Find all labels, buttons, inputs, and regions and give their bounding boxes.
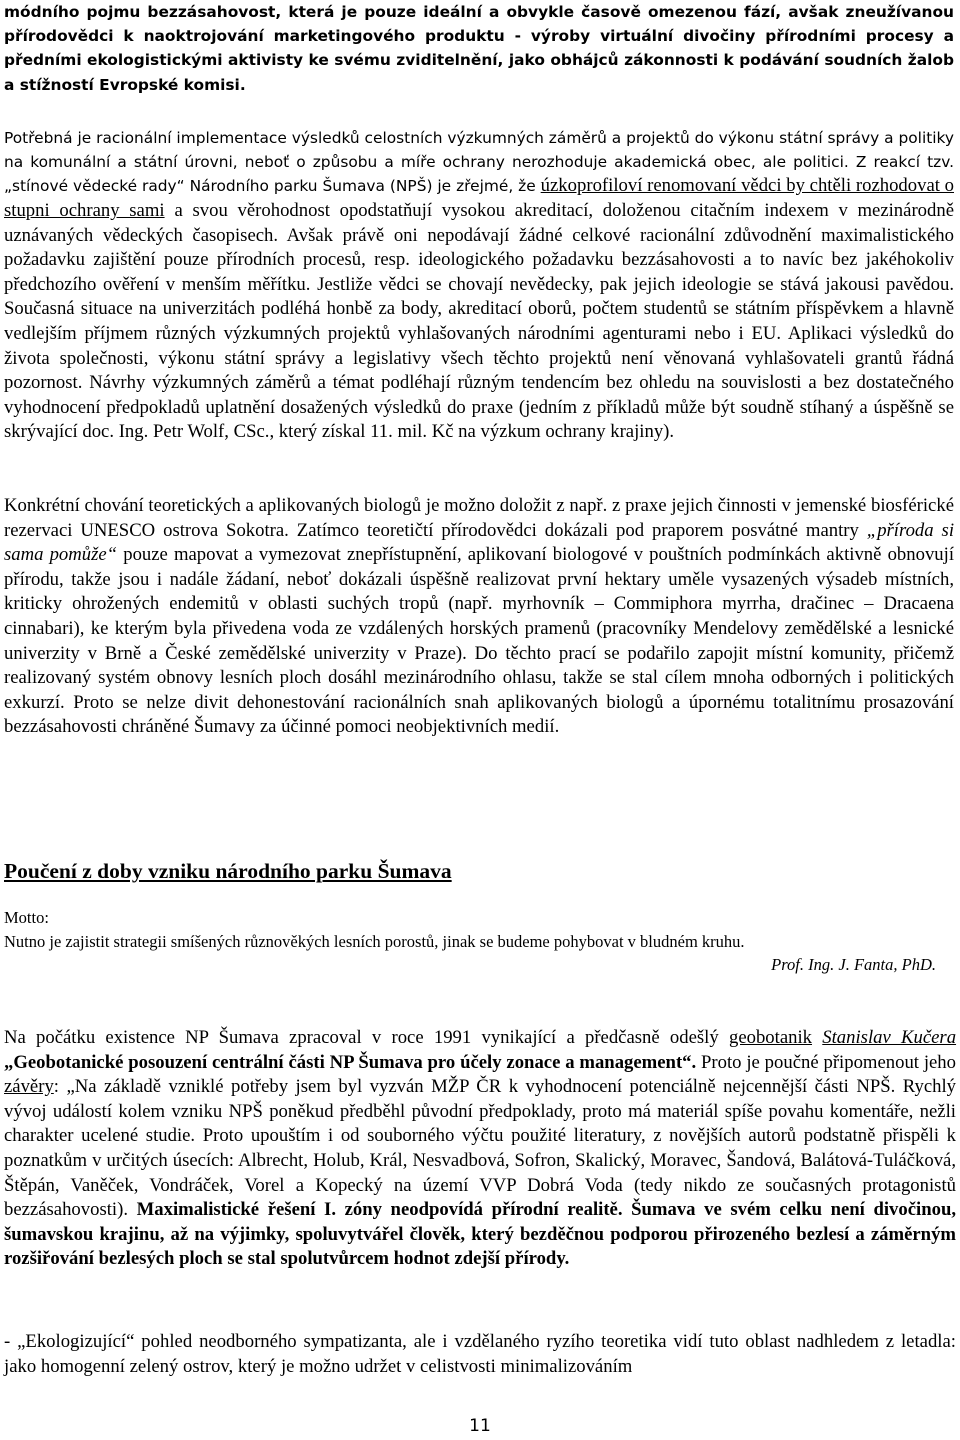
paragraph-text: Na počátku existence NP Šumava zpracoval v roce 1991 vynikající a předčasně odešlý [4, 1027, 719, 1048]
sokotra-paragraph [4, 494, 954, 740]
paragraph-text: a svou věrohodnost opodstatňují vysokou akreditací, doloženou citačním indexem v mezinárodně uznávaných vědeckých časopisech. Avšak právě oni nepodávají žádné celkové racionální zdůvodnění maximalistického požadavku zajištění pouze přírodních procesů, resp. ideologického požadavku bezzásahovosti a to navíc bez jakéhokoliv předchozího ověření v menším měřítku. Jestliže vědci se chovají nevědecky, pak jejich ideologie se stává jakousi pavědou. Současná situace na univerzitách podléhá honbě za body, akreditací oborů, počtem studentů se státním příspěvkem a hlavně vedlejším příjmem různých výzkumných projektů vyhlašovaných národními agenturami nebo i EU. Aplikaci výsledků do života společnosti, výkonu státní správy a legislativy všech těchto projektů není věnovaná vyhlašovateli grantů řádná pozornost. Návrhy výzkumných záměrů a témat podléhají různým tendencím bez ohledu na souvislosti a bez dostatečného vyhodnocení předpokladů uplatnění dosažených výsledků do praxe (jedním z příkladů může být soudně stíhaný a úspěšně se skrývající doc. Ing. Petr Wolf, CSc., který získal 11. mil. Kč na výzkum ochrany krajiny). [4, 200, 954, 443]
intro-paragraph [4, 0, 954, 97]
geobotanik-link[interactable]: geobotanik [728, 1027, 813, 1048]
bold-conclusion: Maximalistické řešení I. zóny neodpovídá přírodní realitě. Šumava ve svém celku není divočinou, šumavskou krajinu, až na výjimky, spoluvytvářel člověk, který bezděčnou podporou přirozeného bezlesí a záměrným rozšiřování bezlesých ploch se stal spolutvůrcem hodnot zdejší přírody. [4, 1199, 957, 1270]
implementation-paragraph [4, 126, 954, 445]
author-link[interactable]: Stanislav Kučera [822, 1027, 957, 1048]
mantra-quote: „příroda si sama pomůže“ [4, 519, 955, 566]
intro-text: módního pojmu bezzásahovost, která je pouze ideální a obvykle časově omezenou fází, avšak zneužívanou přírodovědci k naoktrojování marketingového produktu - výroby virtuální divočiny přírodními procesy a předními ekologistickými aktivisty ke svému zviditelnění, jako obhájců zákonnosti k podávání soudních žalob a stížností Evropské komisi. [4, 3, 954, 94]
motto-author: Prof. Ing. J. Fanta, PhD. [771, 955, 936, 974]
section-heading: Poučení z doby vzniku národního parku Šumava [4, 859, 452, 883]
kucera-paragraph [4, 1026, 956, 1272]
paragraph-text: Potřebná je racionální implementace výsledků celostních výzkumných záměrů a projektů do výkonu státní správy a politiky na komunální a státní úrovni, neboť o způsobu a míře ochrany nerozhoduje akademická obec, ale politici. Z reakcí tzv. „stínové vědecké rady“ Národního parku Šumava (NPŠ) je zřejmé, že [4, 129, 955, 196]
conclusions-link[interactable]: závěry [4, 1076, 54, 1098]
motto-label: Motto: [4, 908, 49, 927]
page-number: 11 [469, 1416, 491, 1436]
paragraph-text: Konkrétní chování teoretických a aplikovaných biologů je možno doložit z např. z praxe jejich činnosti v jemenské biosférické rezervaci UNESCO ostrova Sokotra. Zatímco teoretičtí přírodovědci dokázali pod praporem posvátné mantry [4, 495, 954, 541]
motto-text: Nutno je zajistit strategii smíšených různověkých lesních porostů, jinak se budeme pohybovat v bludném kruhu. [4, 932, 745, 951]
paragraph-text: : „Na základě vzniklé potřeby jsem byl vyzván MŽP ČR k vyhodnocení potenciálně nejcennější části NPŠ. Rychlý vývoj událostí kolem vzniku NPŠ poněkud předběhl původní předpoklady, proto má materiál spíše povahu komentáře, nežli charakter ucelené studie. Proto upouštím i od souborného výčtu použité literatury, z novějších autorů podstatně přispěli k poznatkům v určitých úsecích: Albrecht, Holub, Král, Nesvadbová, Sofron, Skalický, Moravec, Šandová, Balátová-Tuláčková, Štěpán, Vaněček, Vondráček, Vorel a Kopecký na území VVP Dobrá Voda (tedy nikdo ze současných protagonistů bezzásahovosti). [4, 1076, 956, 1221]
underlined-statement: úzkoprofiloví renomovaní vědci by chtěli rozhodovat o stupni ochrany sami [4, 175, 954, 221]
paragraph-text: Proto je poučné připomenout jeho [701, 1051, 956, 1073]
ecologizing-paragraph [4, 1330, 956, 1379]
paragraph-text: pouze mapovat a vymezovat znepřístupnění, aplikovaní biologové v pouštních podmínkách aktivně obnovují přírodu, takže jsou i nadále žádaní, neboť dokázali úspěšně realizovat první hektary uměle vysazených výsadeb místních, kriticky ohrožených endemitů v oblasti suchých tropů (např. myrhovník – Commiphora myrrha, dračinec – Dracaena cinnabari), ke kterým byla přivedena voda ze vzdálených horských pramenů (pracovníky Mendelovy zemědělské a lesnické univerzity v Brně a České zemědělské univerzity v Praze). Do těchto prací se podařilo zapojit místní komunity, přičemž realizovaný systém obnovy lesních ploch dosáhl mezinárodního ohlasu, takže se stal cílem mnoha odborných i politických exkurzí. Proto se nelze divit dehonestování racionálních snah aplikovaných biologů a úpornému totalitnímu prosazování bezzásahovosti chráněné Šumavy za účinné pomoci neobjektivních medií. [4, 544, 955, 738]
study-title: „Geobotanické posouzení centrální části NP Šumava pro účely zonace a management“. [4, 1051, 697, 1073]
paragraph-text: - „Ekologizující“ pohled neodborného sympatizanta, ale i vzdělaného ryzího teoretika vidí tuto oblast nadhledem z letadla: jako homogenní zelený ostrov, který je možno udržet v celistvosti minimalizováním [4, 1331, 956, 1377]
